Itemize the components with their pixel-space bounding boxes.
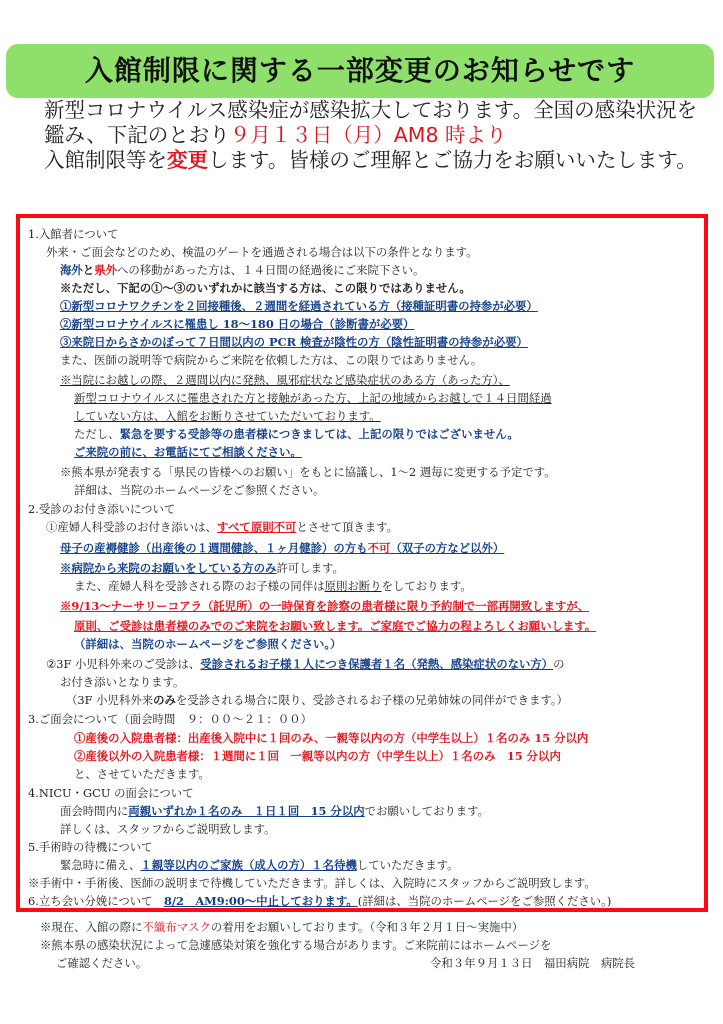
s2-line-8: ②3F 小児科外来のご受診は、受診されるお子様１人につき保護者１名（発熱、感染症状のない方）の bbox=[46, 657, 565, 671]
section-2-heading: 2.受診のお付き添いについて bbox=[28, 502, 176, 516]
s5-line-2: ※手術中・手術後、医師の説明まで待機していただきます。詳しくは、入院時にスタッフからご説明致します。 bbox=[28, 876, 596, 890]
footer-line-3: ご確認ください。 bbox=[56, 956, 148, 970]
s2-line-5: ※9/13～ナーサリーコアラ（託児所）の一時保育を診察の患者様に限り予約制で一部再開致しますが、 bbox=[60, 599, 590, 613]
section-5-heading: 5.手術時の待機について bbox=[28, 840, 153, 854]
s3-line-3: と、させていただきます。 bbox=[74, 767, 210, 781]
s1-line-13: ※熊本県が発表する「県民の皆様へのお願い」をもとに協議し、1～2 週毎に変更する予定です。 bbox=[60, 465, 556, 479]
s1-line-8: ※当院にお越しの際、２週間以内に発熱、風邪症状など感染症状のある方（あった方）、 bbox=[60, 373, 510, 387]
s1-line-5: ②新型コロナウイルスに罹患し 18～180 日の場合（診断書が必要） bbox=[60, 317, 415, 331]
s1-line-1: 外来・ご面会などのため、検温のゲートを通過される場合は以下の条件となります。 bbox=[46, 245, 478, 259]
s3-line-2: ②産後以外の入院患者様：１週間に１回 一親等以内の方（中学生以上）１名のみ 15 分以内 bbox=[74, 749, 561, 763]
s2-line-7: （詳細は、当院のホームページをご参照ください。） bbox=[74, 637, 342, 651]
s2-line-10: （3F 小児科外来のみを受診される場合に限り、受診されるお子様の兄弟姉妹の同伴ができます。） bbox=[66, 693, 568, 707]
s1-line-12: ご来院の前に、お電話にてご相談ください。 bbox=[74, 445, 302, 459]
s2-line-1: ①産婦人科受診のお付き添いは、すべて原則不可とさせて頂きます。 bbox=[46, 520, 398, 534]
s2-line-9: お付き添いとなります。 bbox=[60, 675, 185, 689]
s1-line-3: ※ただし、下記の①～③のいずれかに該当する方は、この限りではありません。 bbox=[60, 281, 471, 295]
section-4-heading: 4.NICU・GCU の面会について bbox=[28, 786, 194, 800]
section-3-heading: 3.ご面会について（面会時間 ９：００～２１：００） bbox=[28, 712, 313, 726]
s2-line-3: ※病院から来院のお願いをしている方のみ許可します。 bbox=[60, 561, 344, 575]
s2-line-2: 母子の産褥健診（出産後の１週間健診、１ヶ月健診）の方も不可（双子の方など以外） bbox=[60, 541, 505, 555]
s1-line-10: していない方は、入館をお断りさせていただいております。 bbox=[74, 409, 381, 423]
s1-line-9: 新型コロナウイルスに罹患された方と接触があった方、上記の地域からお越しで１４日間経過 bbox=[74, 391, 552, 405]
s4-line-2: 詳しくは、スタッフからご説明致します。 bbox=[60, 822, 276, 836]
intro-change: 変更 bbox=[167, 148, 208, 172]
section-1-heading: 1.入館者について bbox=[28, 227, 119, 241]
s1-line-14: 詳細は、当院のホームページをご参照ください。 bbox=[74, 483, 325, 497]
s4-line-1: 面会時間内に両親いずれか１名のみ １日１回 15 分以内でお願いしております。 bbox=[60, 804, 489, 818]
intro-paragraph bbox=[44, 98, 714, 173]
s1-line-2: 海外と県外への移動があった方は、１４日間の経過後にご来院下さい。 bbox=[60, 263, 425, 277]
s2-line-6: 原則、ご受診は患者様のみでのご来院をお願い致します。ご家庭でご協力の程よろしくお願いします。 bbox=[74, 619, 597, 633]
intro-text-2: 入館制限等を bbox=[44, 148, 167, 172]
section-6-line: 6.立ち会い分娩について 8/2 AM9:00～中止しております。(詳細は、当院のホームページをご参照ください。) bbox=[28, 894, 612, 908]
s5-line-1: 緊急時に備え、１親等以内のご家族（成人の方）１名待機していただきます。 bbox=[60, 858, 459, 872]
intro-date: ９月１３日（月）AM8 時より bbox=[229, 123, 507, 147]
title-banner bbox=[6, 44, 714, 98]
s1-line-4: ①新型コロナワクチンを２回接種後、２週間を経過されている方（接種証明書の持参が必要） bbox=[60, 299, 538, 313]
s1-line-7: また、医師の説明等で病院からご来院を依頼した方は、この限りではありません。 bbox=[60, 353, 483, 367]
footer-line-1: ※現在、入館の際に不織布マスクの着用をお願いしております。（令和３年２月１日～実施中） bbox=[40, 920, 524, 934]
page-title: 入館制限に関する一部変更のお知らせです bbox=[84, 54, 636, 87]
intro-text-3: します。皆様のご理解とご協力をお願いいたします。 bbox=[208, 148, 697, 172]
intro-text-1: 新型コロナウイルス感染症が感染拡大しております。全国の感染状況を鑑み、下記のとおり bbox=[44, 98, 698, 147]
footer-line-2: ※熊本県の感染状況によって急遽感染対策を強化する場合があります。ご来院前にはホームページを bbox=[40, 938, 552, 952]
footer-signature: 令和３年９月１３日 福田病院 病院長 bbox=[430, 956, 636, 970]
s3-line-1: ①産後の入院患者様：出産後入院中に１回のみ、一親等以内の方（中学生以上）１名のみ 15 分以内 bbox=[74, 731, 589, 745]
s2-line-4: また、産婦人科を受診される際のお子様の同伴は原則お断りをしております。 bbox=[74, 579, 472, 593]
s1-line-11: ただし、緊急を要する受診等の患者様につきましては、上記の限りではございません。 bbox=[74, 427, 519, 441]
s1-line-6: ③来院日からさかのぼって７日間以内の PCR 検査が陰性の方（陰性証明書の持参が必要） bbox=[60, 335, 528, 349]
